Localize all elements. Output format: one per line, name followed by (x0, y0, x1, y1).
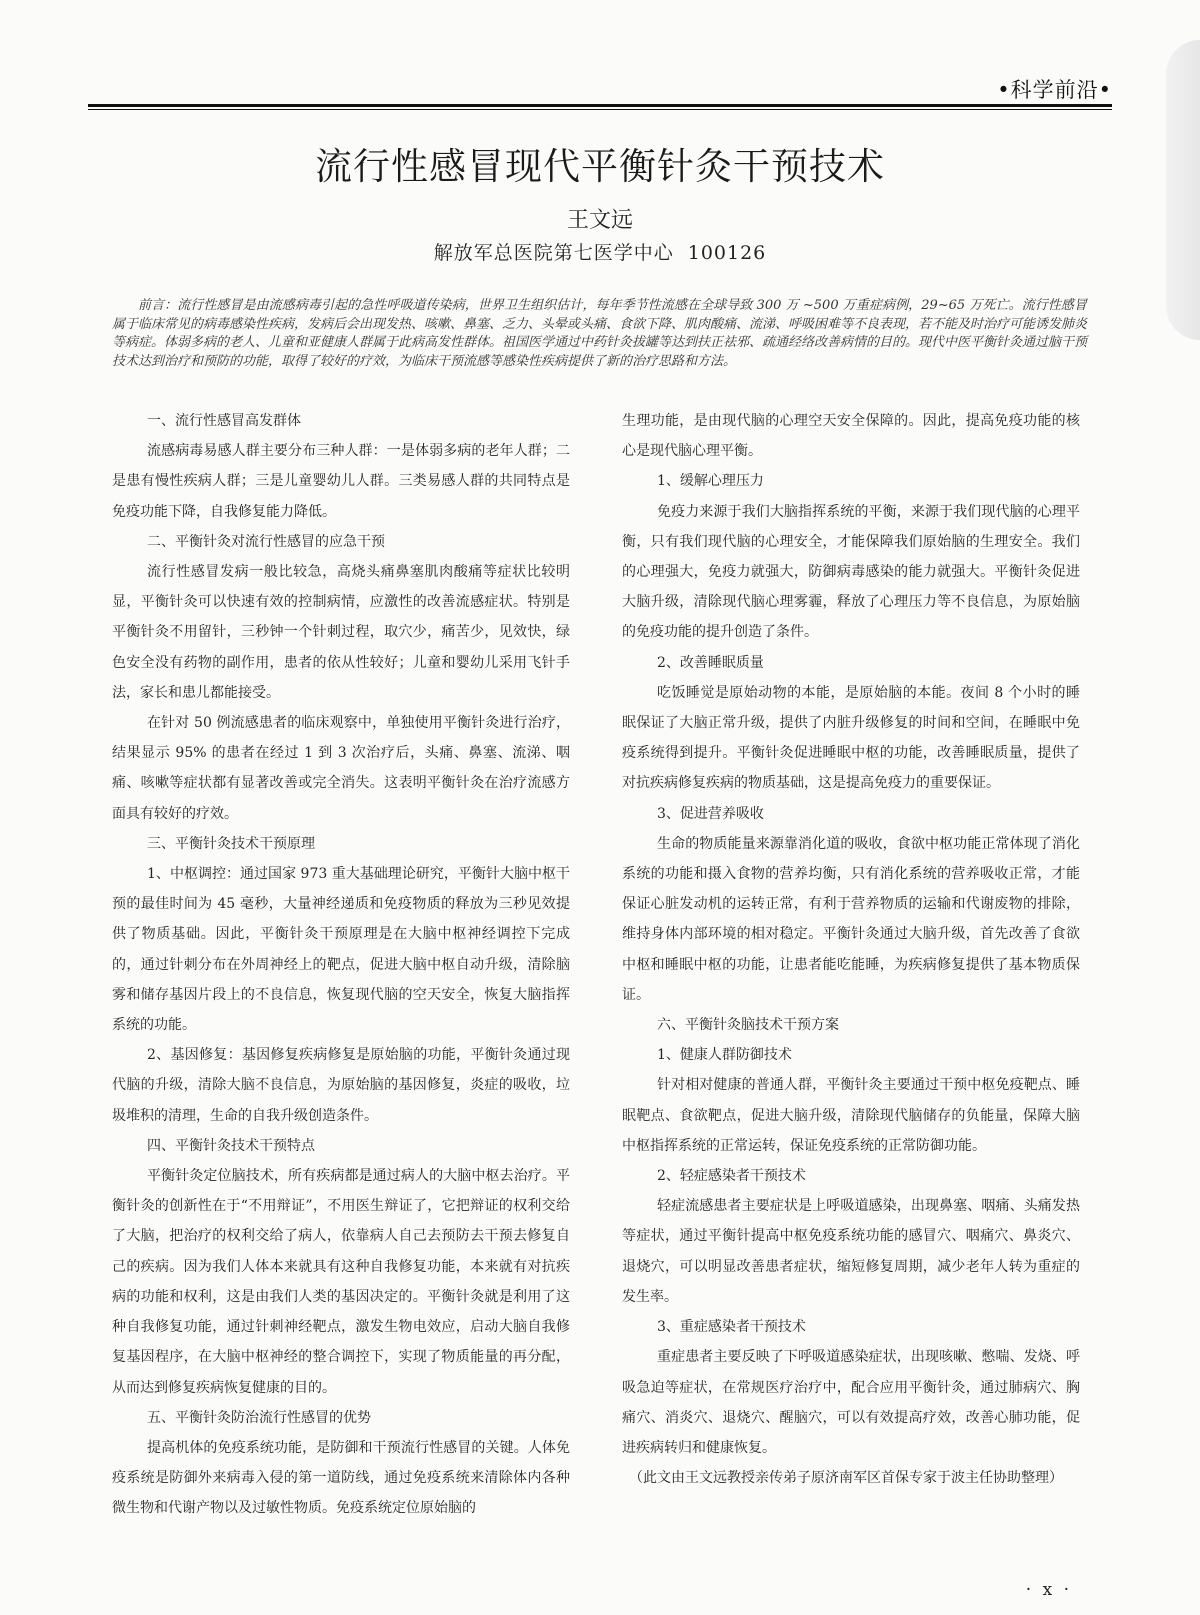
subsection-heading: 3、促进营养吸收 (657, 805, 764, 822)
subsection-heading: 3、重症感染者干预技术 (657, 1319, 806, 1336)
page-edge-shadow (1166, 40, 1200, 340)
subsection-heading: 2、轻症感染者干预技术 (657, 1168, 806, 1185)
paragraph-continued: 生理功能，是由现代脑的心理空天安全保障的。因此，提高免疫功能的核心是现代脑心理平衡。 (622, 413, 1080, 460)
subsection-heading: 1、缓解心理压力 (657, 473, 764, 490)
subsection-heading: 2、改善睡眠质量 (657, 654, 764, 671)
affiliation-postcode: 100126 (687, 242, 767, 264)
paragraph: 流感病毒易感人群主要分布三种人群：一是体弱多病的老年人群；二是患有慢性疾病人群；三是儿童婴幼儿人群。三类易感人群的共同特点是免疫功能下降，自我修复能力降低。 (112, 443, 570, 520)
article-affiliation (0, 238, 1200, 265)
abstract: 前言：流行性感冒是由流感病毒引起的急性呼吸道传染病，世界卫生组织估计，每年季节性流感在全球导致 300 万 ~500 万重症病例，29~65 万死亡。流行性感冒属于临床常见的病毒感染性疾病，发病后会出现发热、咳嗽、鼻塞、乏力、头晕或头痛、食欲下降、肌肉酸痛、流涕、呼吸困难等不良表现，若不能及时治疗可能诱发肺炎等病症。体弱多病的老人、儿童和亚健康人群属于此病高发性群体。祖国医学通过中药针灸拔罐等达到扶正祛邪、疏通经络改善病情的目的。现代中医平衡针灸通过脑干预技术达到治疗和预防的功能，取得了较好的疗效，为临床干预流感等感染性疾病提供了新的治疗思路和方法。 (112, 298, 1088, 369)
header-rule-thin (88, 109, 1112, 110)
paragraph: 提高机体的免疫系统功能，是防御和干预流行性感冒的关键。人体免疫系统是防御外来病毒入侵的第一道防线，通过免疫系统来清除体内各种微生物和代谢产物以及过敏性物质。免疫系统定位原始脑的 (112, 1439, 570, 1517)
section-heading: 三、平衡针灸技术干预原理 (147, 835, 315, 852)
page-number: · x · (1025, 1580, 1072, 1600)
header-rule-thick (88, 104, 1112, 107)
section-heading: 二、平衡针灸对流行性感冒的应急干预 (147, 533, 385, 550)
affiliation-name: 解放军总医院第七医学中心 (433, 242, 674, 264)
paragraph: 免疫力来源于我们大脑指挥系统的平衡，来源于我们现代脑的心理平衡，只有我们现代脑的心理安全，才能保障我们原始脑的生理安全。我们的心理强大，免疫力就强大，防御病毒感染的能力就强大。平衡针灸促进大脑升级，清除现代脑心理雾霾，释放了心理压力等不良信息，为原始脑的免疫功能的提升创造了条件。 (622, 503, 1080, 641)
paragraph: 在针对 50 例流感患者的临床观察中，单独使用平衡针灸进行治疗，结果显示 95% 的患者在经过 1 到 3 次治疗后，头痛、鼻塞、流涕、咽痛、咳嗽等症状都有显著改善或完全消失。这表明平衡针灸在治疗流感方面具有较好的疗效。 (112, 715, 570, 822)
paragraph: 平衡针灸定位脑技术，所有疾病都是通过病人的大脑中枢去治疗。平衡针灸的创新性在于“不用辩证”，不用医生辩证了，它把辩证的权利交给了大脑，把治疗的权利交给了病人，依靠病人自己去预防去干预去修复自己的疾病。因为我们人体本来就具有这种自我修复功能，本来就有对抗疾病的功能和权利，这是由我们人类的基因决定的。平衡针灸就是利用了这种自我修复功能，通过针刺神经靶点，激发生物电效应，启动大脑自我修复基因程序，在大脑中枢神经的整合调控下，实现了物质能量的再分配，从而达到修复疾病恢复健康的目的。 (112, 1168, 570, 1396)
subsection-heading: 1、健康人群防御技术 (657, 1047, 792, 1064)
right-column (622, 406, 1080, 1493)
acknowledgement-note: （此文由王文远教授亲传弟子原济南军区首保专家于波主任协助整理） (629, 1470, 1063, 1487)
paragraph: 吃饭睡觉是原始动物的本能，是原始脑的本能。夜间 8 个小时的睡眠保证了大脑正常升级，提供了内脏升级修复的时间和空间，在睡眠中免疫系统得到提升。平衡针灸促进睡眠中枢的功能，改善睡眠质量，提供了对抗疾病修复疾病的物质基础，这是提高免疫力的重要保证。 (622, 684, 1080, 792)
left-column (112, 406, 570, 1524)
section-heading: 五、平衡针灸防治流行性感冒的优势 (147, 1409, 371, 1426)
paragraph: 重症患者主要反映了下呼吸道感染症状，出现咳嗽、憋喘、发烧、呼吸急迫等症状，在常规医疗治疗中，配合应用平衡针灸，通过肺病穴、胸痛穴、消炎穴、退烧穴、醒脑穴，可以有效提高疗效，改善心肺功能，促进疾病转归和健康恢复。 (622, 1349, 1080, 1456)
article-author: 王文远 (566, 208, 633, 233)
paragraph: 针对相对健康的普通人群，平衡针灸主要通过干预中枢免疫靶点、睡眠靶点、食欲靶点，促进大脑升级，清除现代脑储存的负能量，保障大脑中枢指挥系统的正常运转，保证免疫系统的正常防御功能。 (622, 1077, 1080, 1154)
section-heading: 一、流行性感冒高发群体 (147, 413, 301, 429)
paragraph: 轻症流感患者主要症状是上呼吸道感染，出现鼻塞、咽痛、头痛发热等症状，通过平衡针提高中枢免疫系统功能的感冒穴、咽痛穴、鼻炎穴、退烧穴，可以明显改善患者症状，缩短修复周期，减少老年人转为重症的发生率。 (622, 1198, 1080, 1305)
section-heading: 四、平衡针灸技术干预特点 (147, 1137, 315, 1154)
section-heading: 六、平衡针灸脑技术干预方案 (657, 1017, 839, 1034)
section-tag: •科学前沿• (997, 78, 1112, 102)
article-title: 流行性感冒现代平衡针灸干预技术 (315, 145, 885, 188)
paragraph: 1、中枢调控：通过国家 973 重大基础理论研究，平衡针大脑中枢干预的最佳时间为 45 毫秒，大量神经递质和免疫物质的释放为三秒见效提供了物质基础。因此，平衡针灸干预原理是在大脑中枢神经调控下完成的，通过针刺分布在外周神经上的靶点，促进大脑中枢自动升级，清除脑雾和储存基因片段上的不良信息，恢复现代脑的空天安全，恢复大脑指挥系统的功能。 (112, 866, 570, 1034)
paragraph: 流行性感冒发病一般比较急，高烧头痛鼻塞肌肉酸痛等症状比较明显，平衡针灸可以快速有效的控制病情，应激性的改善流感症状。特别是平衡针灸不用留针，三秒钟一个针刺过程，取穴少，痛苦少，见效快，绿色安全没有药物的副作用，患者的依从性较好；儿童和婴幼儿采用飞针手法，家长和患儿都能接受。 (112, 564, 570, 701)
paragraph: 生命的物质能量来源靠消化道的吸收，食欲中枢功能正常体现了消化系统的功能和摄入食物的营养均衡，只有消化系统的营养吸收正常，才能保证心脏发动机的运转正常，有利于营养物质的运输和代谢废物的排除，维持身体内部环境的相对稳定。平衡针灸通过大脑升级，首先改善了食欲中枢和睡眠中枢的功能，让患者能吃能睡，为疾病修复提供了基本物质保证。 (622, 835, 1080, 1003)
paragraph: 2、基因修复：基因修复疾病修复是原始脑的功能，平衡针灸通过现代脑的升级，清除大脑不良信息，为原始脑的基因修复，炎症的吸收，垃圾堆积的清理，生命的自我升级创造条件。 (112, 1047, 570, 1124)
